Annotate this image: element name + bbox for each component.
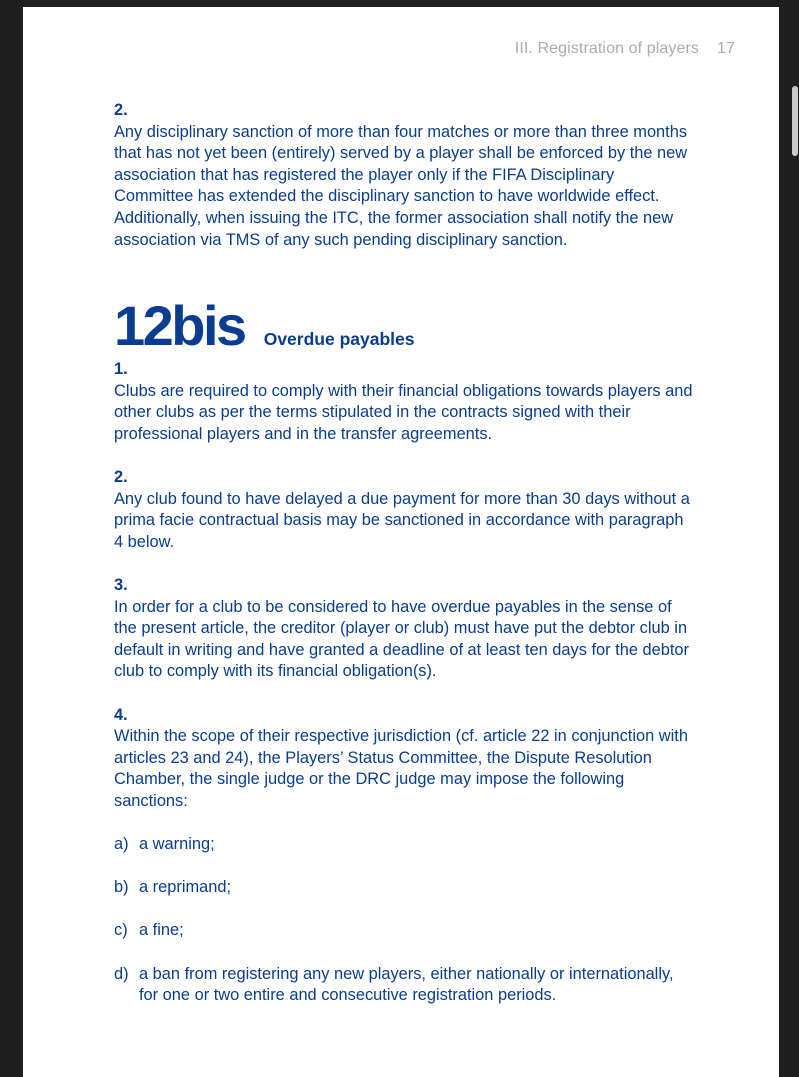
paragraph-text: Any club found to have delayed a due payment for more than 30 days without a prima facie contractual basis may be sanctioned in accordance with paragraph 4 below. [114, 489, 690, 551]
paragraph-text: Clubs are required to comply with their financial obligations towards players and other clubs as per the terms stipulated in the contracts signed with their professional players and in the transfer agreements. [114, 381, 693, 443]
paragraph [114, 575, 694, 683]
sanction-text: a ban from registering any new players, either nationally or internationally, for one or two entire and consecutive registration periods. [139, 964, 674, 1005]
paragraph-number: 2. [114, 467, 128, 486]
paragraph-text: In order for a club to be considered to have overdue payables in the sense of the present article, the creditor (player or club) must have put the debtor club in default in writing and have granted a deadline of at least ten days for the debtor club to comply with its financial obligation(s). [114, 597, 689, 681]
article-title: Overdue payables [263, 329, 415, 349]
paragraph-text: Within the scope of their respective jurisdiction (cf. article 22 in conjunction with articles 23 and 24), the Players’ Status Committee, the Dispute Resolution Chamber, the single judge or the DRC judge may impose the following sanctions: [114, 727, 688, 810]
paragraph-number: 3. [114, 575, 128, 594]
paragraph [114, 359, 694, 445]
sanction-item [114, 964, 694, 1007]
paragraph-number: 1. [114, 360, 128, 378]
sanction-text: a reprimand; [139, 878, 232, 897]
running-header [515, 40, 735, 58]
paragraph-number: 4. [114, 705, 128, 724]
sanction-text: a warning; [139, 835, 215, 854]
page-number: 17 [717, 40, 735, 57]
paragraph [114, 705, 694, 813]
sanction-item [114, 834, 694, 856]
paragraph-text: Any disciplinary sanction of more than four matches or more than three months that has not yet been (entirely) served by a player shall be enforced by the new association that has registered the player only if the FIFA Disciplinary Committee has extended the disciplinary sanction to have worldwide effect. Additionally, when issuing the ITC, the former association shall notify the new association via TMS of any such pending disciplinary sanction. [114, 122, 688, 249]
sanction-item [114, 920, 694, 942]
sanction-text: a fine; [139, 921, 184, 940]
paragraph [114, 100, 694, 251]
sanction-letter: c) [114, 921, 128, 940]
scrollbar-thumb[interactable] [792, 86, 798, 156]
sanction-letter: a) [114, 835, 129, 854]
sanction-item [114, 877, 694, 899]
paragraph [114, 467, 694, 553]
article-number: 12bis [114, 294, 245, 357]
previous-article-content [114, 100, 694, 273]
section-title: III. Registration of players [514, 40, 699, 57]
article-content [114, 359, 694, 1028]
article-heading [114, 293, 414, 359]
paragraph-number: 2. [114, 101, 128, 119]
sanction-letter: b) [114, 878, 129, 897]
sanction-letter: d) [114, 964, 129, 983]
document-page [23, 7, 779, 1077]
